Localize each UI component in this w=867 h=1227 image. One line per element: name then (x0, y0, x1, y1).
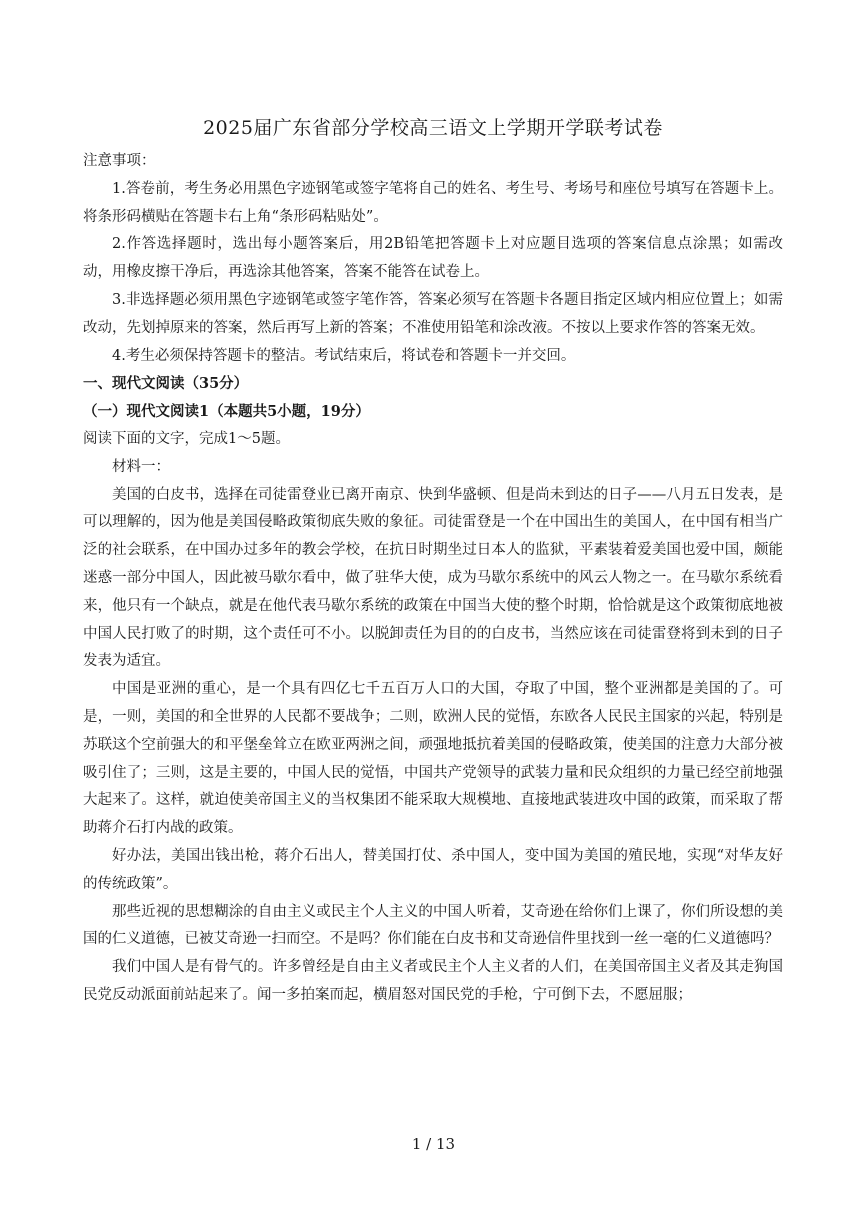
body-paragraph: 美国的白皮书，选择在司徒雷登业已离开南京、快到华盛顿、但是尚未到达的日子——八月五日发表，是可以理解的，因为他是美国侵略政策彻底失败的象征。司徒雷登是一个在中国出生的美国人，在中国有相当广泛的社会联系，在中国办过多年的教会学校，在抗日时期坐过日本人的监狱，平素装着爱美国也爱中国，颇能迷惑一部分中国人，因此被马歇尔看中，做了驻华大使，成为马歇尔系统中的风云人物之一。在马歇尔系统看来，他只有一个缺点，就是在他代表马歇尔系统的政策在中国当大使的整个时期，恰恰就是这个政策彻底地被中国人民打败了的时期，这个责任可不小。以脱卸责任为目的的白皮书，当然应该在司徒雷登将到未到的日子发表为适宜。 (83, 486, 783, 670)
notice-item-2: 2.作答选择题时，选出每小题答案后，用2B铅笔把答题卡上对应题目选项的答案信息点涂黑；如需改动，用橡皮擦干净后，再选涂其他答案，答案不能答在试卷上。 (83, 236, 783, 281)
body-paragraph: 好办法，美国出钱出枪，蒋介石出人，替美国打仗、杀中国人，变中国为美国的殖民地，实现“对华友好的传统政策”。 (83, 847, 783, 892)
body-paragraph: 我们中国人是有骨气的。许多曾经是自由主义者或民主个人主义者的人们，在美国帝国主义者及其走狗国民党反动派面前站起来了。闻一多拍案而起，横眉怒对国民党的手枪，宁可倒下去，不愿屈服； (83, 959, 783, 1003)
document-title: 2025届广东省部分学校高三语文上学期开学联考试卷 (203, 117, 663, 139)
subsection-heading: （一）现代文阅读1（本题共5小题，19分） (83, 403, 370, 421)
section-heading: 一、现代文阅读（35分） (83, 375, 249, 393)
page-number: 1 / 13 (411, 1135, 456, 1153)
material-label: 材料一： (112, 458, 170, 475)
body-paragraph: 中国是亚洲的重心，是一个具有四亿七千五百万人口的大国，夺取了中国，整个亚洲都是美国的了。可是，一则，美国的和全世界的人民都不要战争；二则，欧洲人民的觉悟，东欧各人民民主国家的兴起，特别是苏联这个空前强大的和平堡垒耸立在欧亚两洲之间，顽强地抵抗着美国的侵略政策，使美国的注意力大部分被吸引住了；三则，这是主要的，中国人民的觉悟，中国共产党领导的武装力量和民众组织的力量已经空前地强大起来了。这样，就迫使美帝国主义的当权集团不能采取大规模地、直接地武装进攻中国的政策，而采取了帮助蒋介石打内战的政策。 (83, 681, 783, 837)
notice-item-3: 3.非选择题必须用黑色字迹钢笔或签字笔作答，答案必须写在答题卡各题目指定区域内相应位置上；如需改动，先划掉原来的答案，然后再写上新的答案；不准使用铅笔和涂改液。不按以上要求作答的答案无效。 (83, 291, 783, 336)
notice-item-1: 1.答卷前，考生务必用黑色字迹钢笔或签字笔将自己的姓名、考生号、考场号和座位号填写在答题卡上。将条形码横贴在答题卡右上角“条形码粘贴处”。 (83, 180, 783, 225)
document-page (83, 112, 783, 1010)
notice-heading: 注意事项： (83, 153, 156, 169)
body-paragraph: 那些近视的思想糊涂的自由主义或民主个人主义的中国人听着，艾奇逊在给你们上课了，你们所设想的美国的仁义道德，已被艾奇逊一扫而空。不是吗？你们能在白皮书和艾奇逊信件里找到一丝一毫的仁义道德吗？ (83, 903, 783, 948)
reading-instruction: 阅读下面的文字，完成1～5题。 (83, 430, 290, 447)
notice-item-4: 4.考生必须保持答题卡的整洁。考试结束后，将试卷和答题卡一并交回。 (112, 347, 576, 364)
